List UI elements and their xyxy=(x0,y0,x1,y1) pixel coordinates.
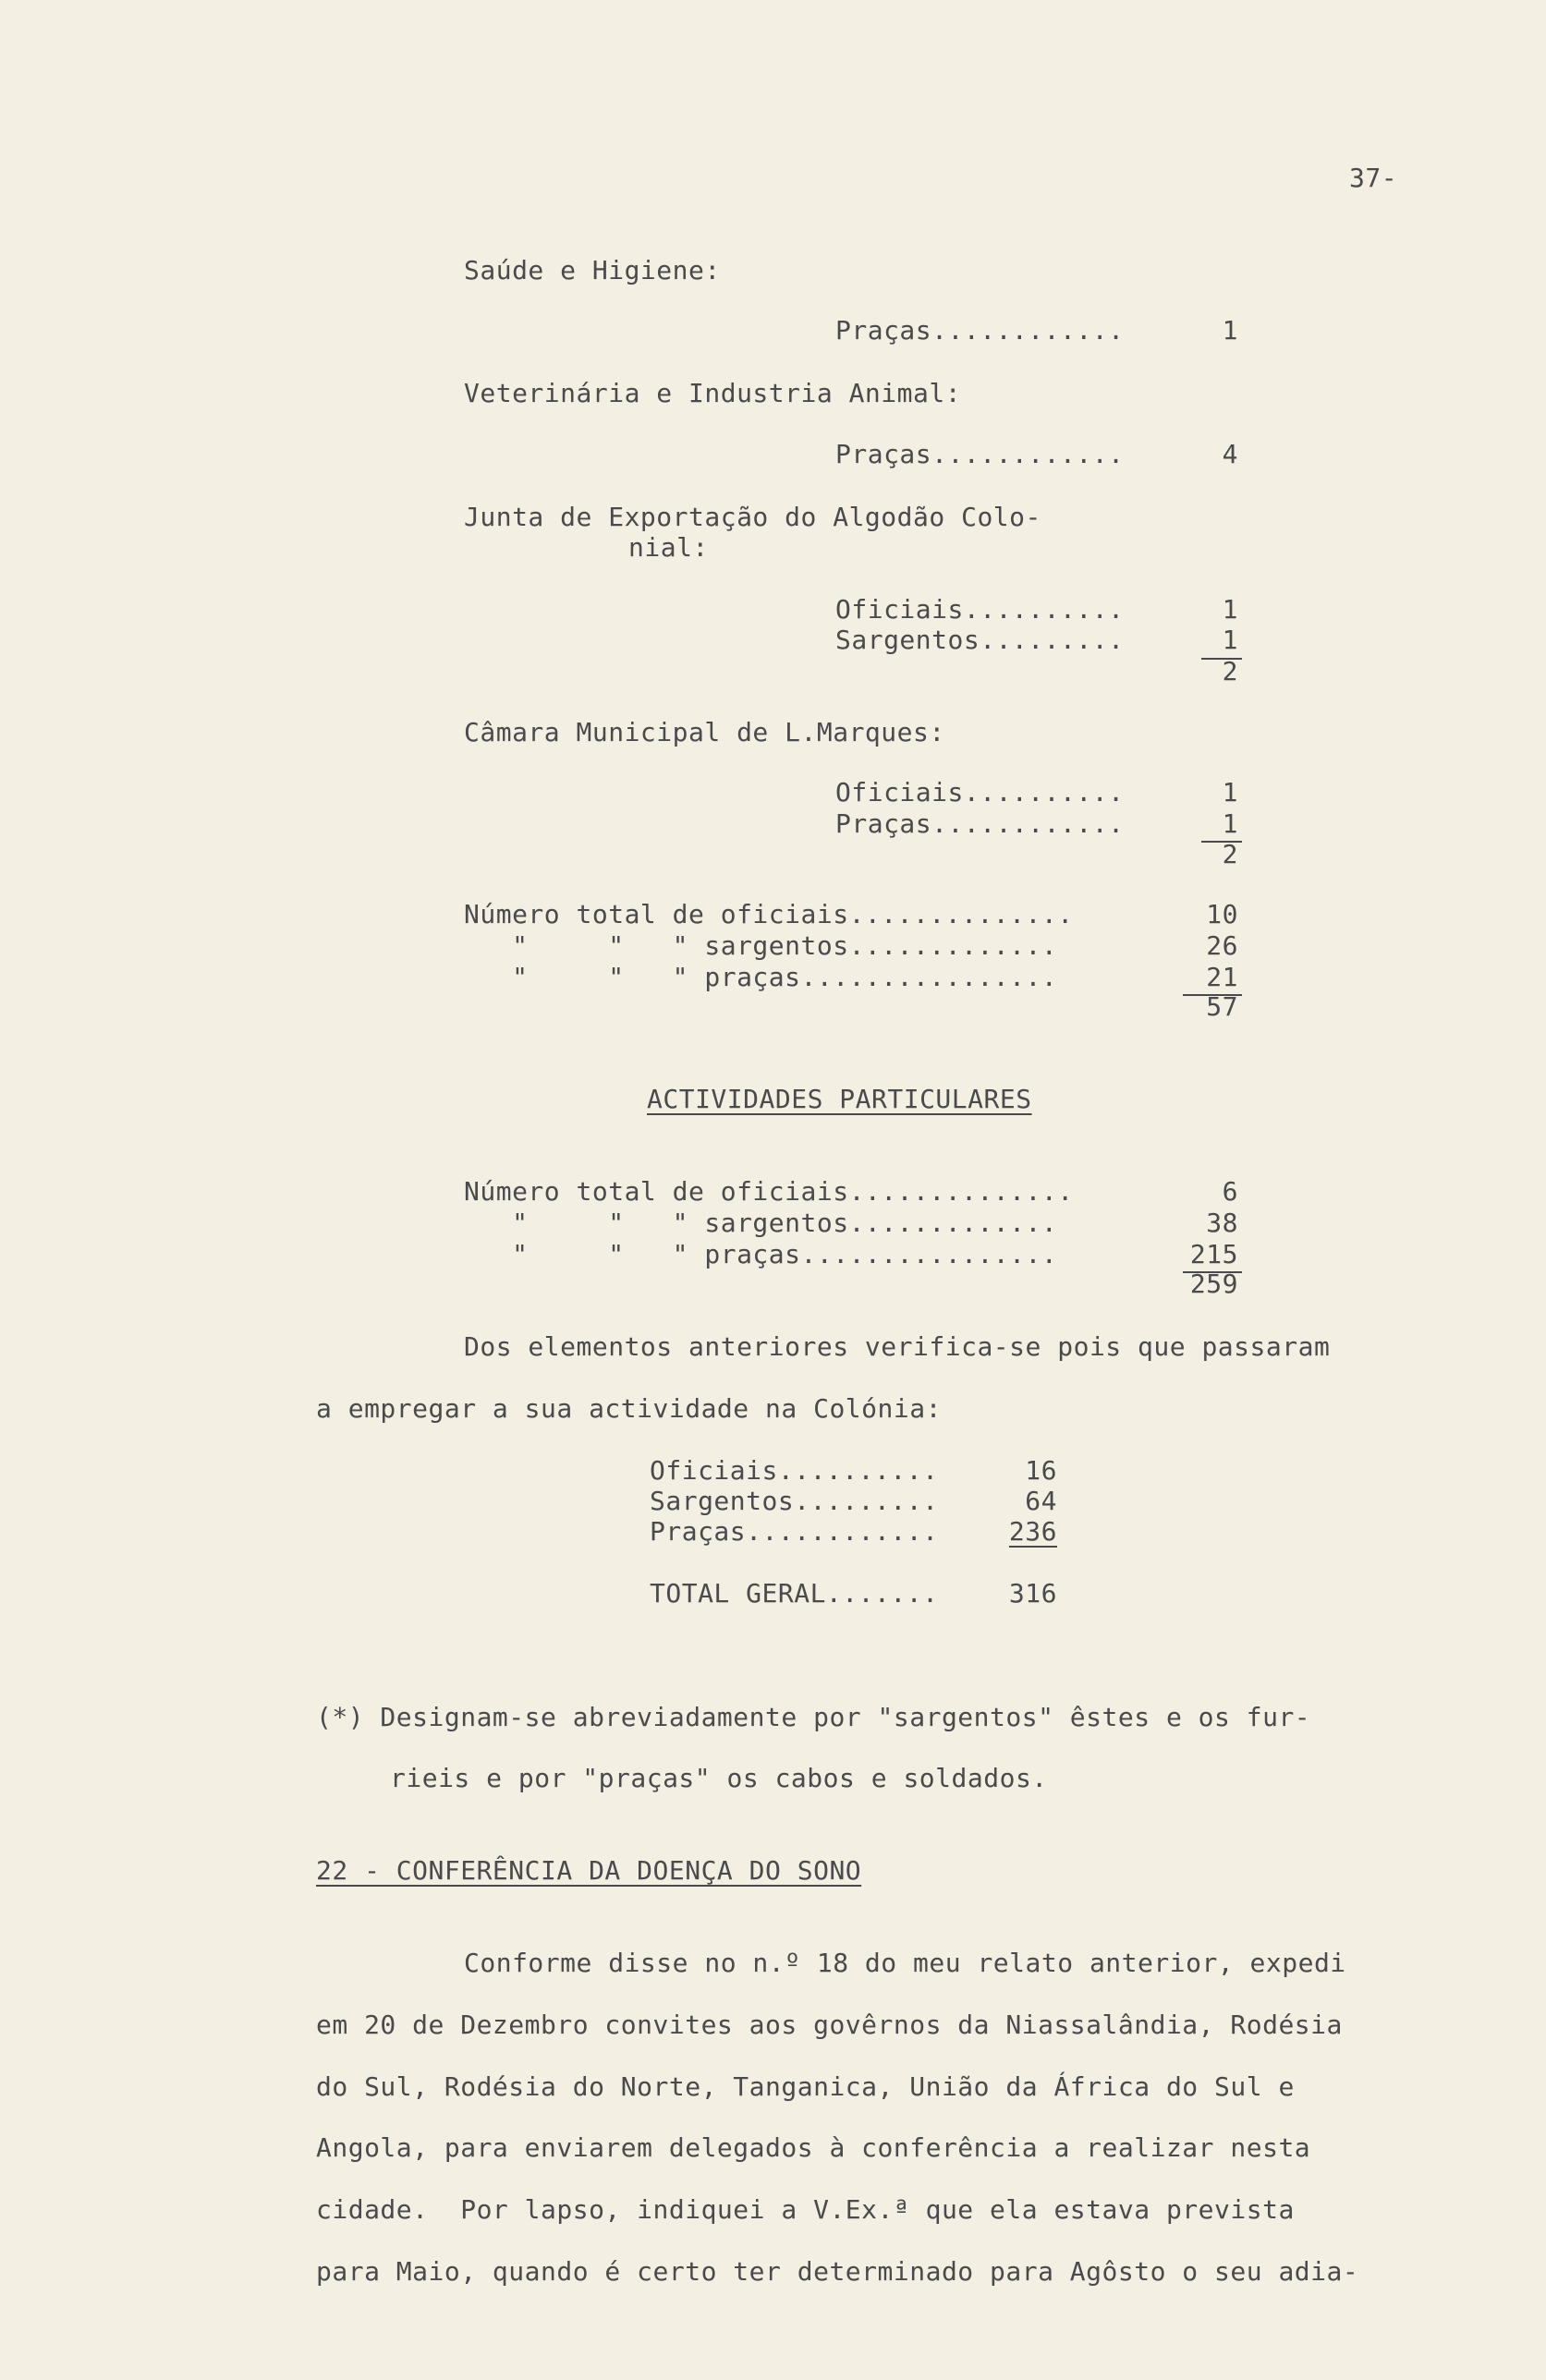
grand-subtotal: 57 xyxy=(1206,991,1238,1022)
totals-row: Número total de oficiais.............. xyxy=(464,899,1074,929)
row-label: Sargentos......... xyxy=(835,625,1125,655)
section-heading-camara: Câmara Municipal de L.Marques: xyxy=(464,717,945,747)
summary-label: Praças............ xyxy=(650,1516,939,1547)
section-heading-conferencia: 22 - CONFERÊNCIA DA DOENÇA DO SONO xyxy=(316,1855,862,1886)
row-value: 1 xyxy=(1222,808,1238,839)
paragraph-line: Conforme disse no n.º 18 do meu relato anterior, expedi xyxy=(464,1948,1346,1978)
totals-row: " " " praças................ xyxy=(464,1239,1058,1269)
paragraph-line: Angola, para enviarem delegados à conferência a realizar nesta xyxy=(316,2132,1311,2163)
row-value: 1 xyxy=(1222,594,1238,625)
totals-value: 6 xyxy=(1222,1176,1238,1207)
footnote-line: rieis e por "praças" os cabos e soldados. xyxy=(390,1763,1048,1793)
totals-row: Número total de oficiais.............. xyxy=(464,1176,1074,1207)
paragraph-line: cidade. Por lapso, indiquei a V.Ex.ª que ela estava prevista xyxy=(316,2194,1295,2225)
total-geral-value: 316 xyxy=(1008,1578,1057,1609)
row-label: Praças............ xyxy=(835,439,1125,469)
subtotal: 2 xyxy=(1222,839,1238,869)
row-label: Oficiais.......... xyxy=(835,594,1125,625)
totals-value: 215 xyxy=(1189,1239,1238,1269)
row-value: 4 xyxy=(1222,439,1238,469)
paragraph-line: em 20 de Dezembro convites aos govêrnos da Niassalândia, Rodésia xyxy=(316,2010,1343,2040)
totals-value: 38 xyxy=(1206,1208,1238,1238)
totals-row: " " " sargentos............. xyxy=(464,1208,1058,1238)
summary-value: 16 xyxy=(1025,1455,1057,1486)
page-number: 37- xyxy=(1349,163,1398,193)
summary-label: Oficiais.......... xyxy=(650,1455,939,1486)
summary-value: 236 xyxy=(1008,1516,1057,1547)
totals-value: 26 xyxy=(1206,930,1238,961)
row-value: 1 xyxy=(1222,777,1238,808)
row-label: Praças............ xyxy=(835,808,1125,839)
paragraph-line: para Maio, quando é certo ter determinado para Agôsto o seu adia- xyxy=(316,2256,1359,2287)
paragraph-line: do Sul, Rodésia do Norte, Tanganica, União da África do Sul e xyxy=(316,2071,1295,2102)
totals-value: 10 xyxy=(1206,899,1238,929)
row-label: Oficiais.......... xyxy=(835,777,1125,808)
paragraph-line: a empregar a sua actividade na Colónia: xyxy=(316,1393,942,1424)
row-value: 1 xyxy=(1222,625,1238,655)
subtotal: 2 xyxy=(1222,656,1238,686)
paragraph-line: Dos elementos anteriores verifica-se pois que passaram xyxy=(464,1331,1331,1362)
totals-row: " " " sargentos............. xyxy=(464,930,1058,961)
totals-row: " " " praças................ xyxy=(464,962,1058,992)
footnote-line: (*) Designam-se abreviadamente por "sargentos" êstes e os fur- xyxy=(316,1702,1311,1732)
summary-value: 64 xyxy=(1025,1486,1057,1516)
row-value: 1 xyxy=(1222,315,1238,346)
totals-value: 21 xyxy=(1206,962,1238,992)
row-label: Praças............ xyxy=(835,315,1125,346)
section-heading-veterinaria: Veterinária e Industria Animal: xyxy=(464,378,962,408)
summary-label: Sargentos......... xyxy=(650,1486,939,1516)
grand-subtotal: 259 xyxy=(1189,1269,1238,1299)
total-geral-label: TOTAL GERAL....... xyxy=(650,1578,939,1609)
section-heading-junta: Junta de Exportação do Algodão Colo- xyxy=(464,502,1041,532)
section-heading-saude: Saúde e Higiene: xyxy=(464,255,721,285)
section-heading-particulares: ACTIVIDADES PARTICULARES xyxy=(647,1084,1032,1114)
section-heading-junta-cont: nial: xyxy=(628,532,709,563)
